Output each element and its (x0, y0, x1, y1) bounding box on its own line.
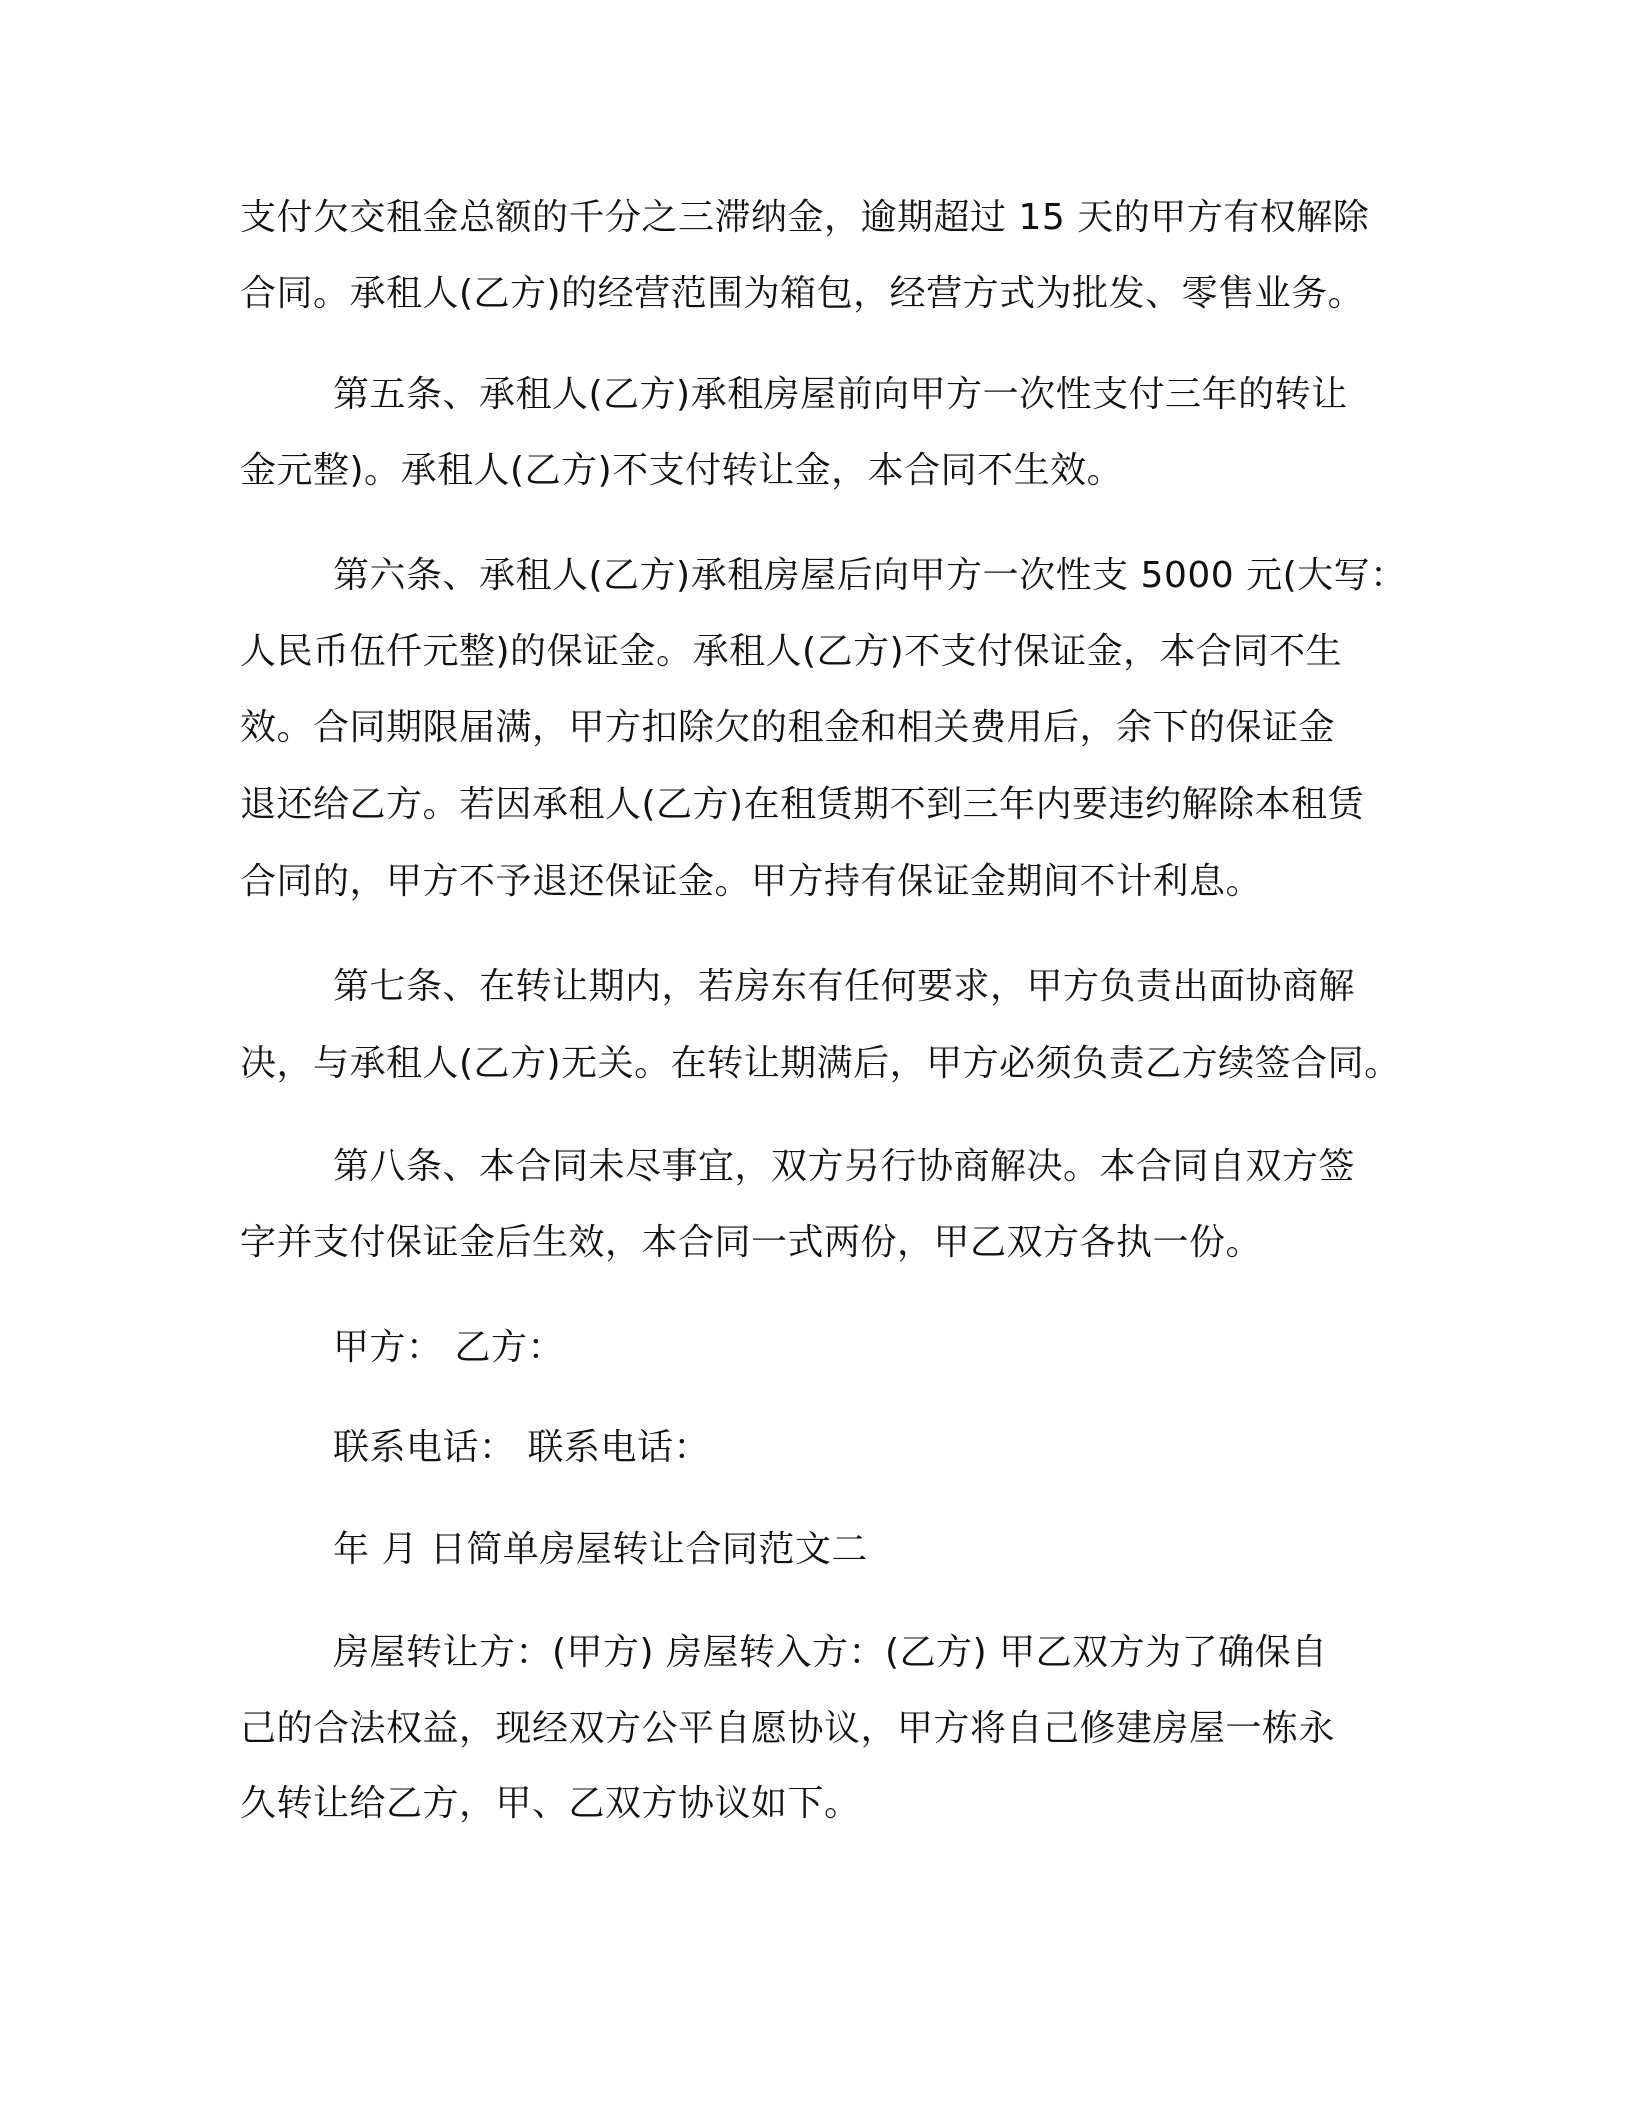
body-text-line: 支付欠交租金总额的千分之三滞纳金，逾期超过 15 天的甲方有权解除 (240, 197, 1370, 238)
clause-7-line: 决，与承租人(乙方)无关。在转让期满后，甲方必须负责乙方续签合同。 (240, 1043, 1401, 1084)
phone-labels: 联系电话： 联系电话： (333, 1427, 710, 1468)
date-and-heading: 年 月 日简单房屋转让合同范文二 (333, 1529, 868, 1570)
clause-5-line: 第五条、承租人(乙方)承租房屋前向甲方一次性支付三年的转让 (333, 374, 1348, 415)
clause-8-line: 字并支付保证金后生效，本合同一式两份，甲乙双方各执一份。 (240, 1222, 1263, 1263)
clause-8-line: 第八条、本合同未尽事宜，双方另行协商解决。本合同自双方签 (333, 1146, 1356, 1187)
clause-6-line: 效。合同期限届满，甲方扣除欠的租金和相关费用后，余下的保证金 (240, 707, 1336, 748)
party-labels: 甲方： 乙方： (333, 1327, 564, 1368)
clause-7-line: 第七条、在转让期内，若房东有任何要求，甲方负责出面协商解 (333, 966, 1356, 1007)
clause-6-line: 第六条、承租人(乙方)承租房屋后向甲方一次性支 5000 元(大写： (333, 555, 1407, 596)
clause-6-line: 退还给乙方。若因承租人(乙方)在租赁期不到三年内要违约解除本租赁 (240, 784, 1365, 825)
clause-5-line: 金元整)。承租人(乙方)不支付转让金，本合同不生效。 (240, 450, 1124, 491)
intro-line: 久转让给乙方，甲、乙双方协议如下。 (240, 1783, 861, 1824)
body-text-line: 合同。承租人(乙方)的经营范围为箱包，经营方式为批发、零售业务。 (240, 273, 1365, 314)
intro-line: 己的合法权益，现经双方公平自愿协议，甲方将自己修建房屋一栋永 (240, 1708, 1336, 1749)
intro-line: 房屋转让方：(甲方) 房屋转入方：(乙方) 甲乙双方为了确保自 (333, 1632, 1328, 1673)
clause-6-line: 合同的，甲方不予退还保证金。甲方持有保证金期间不计利息。 (240, 861, 1263, 902)
clause-6-line: 人民币伍仟元整)的保证金。承租人(乙方)不支付保证金，本合同不生 (240, 631, 1343, 672)
